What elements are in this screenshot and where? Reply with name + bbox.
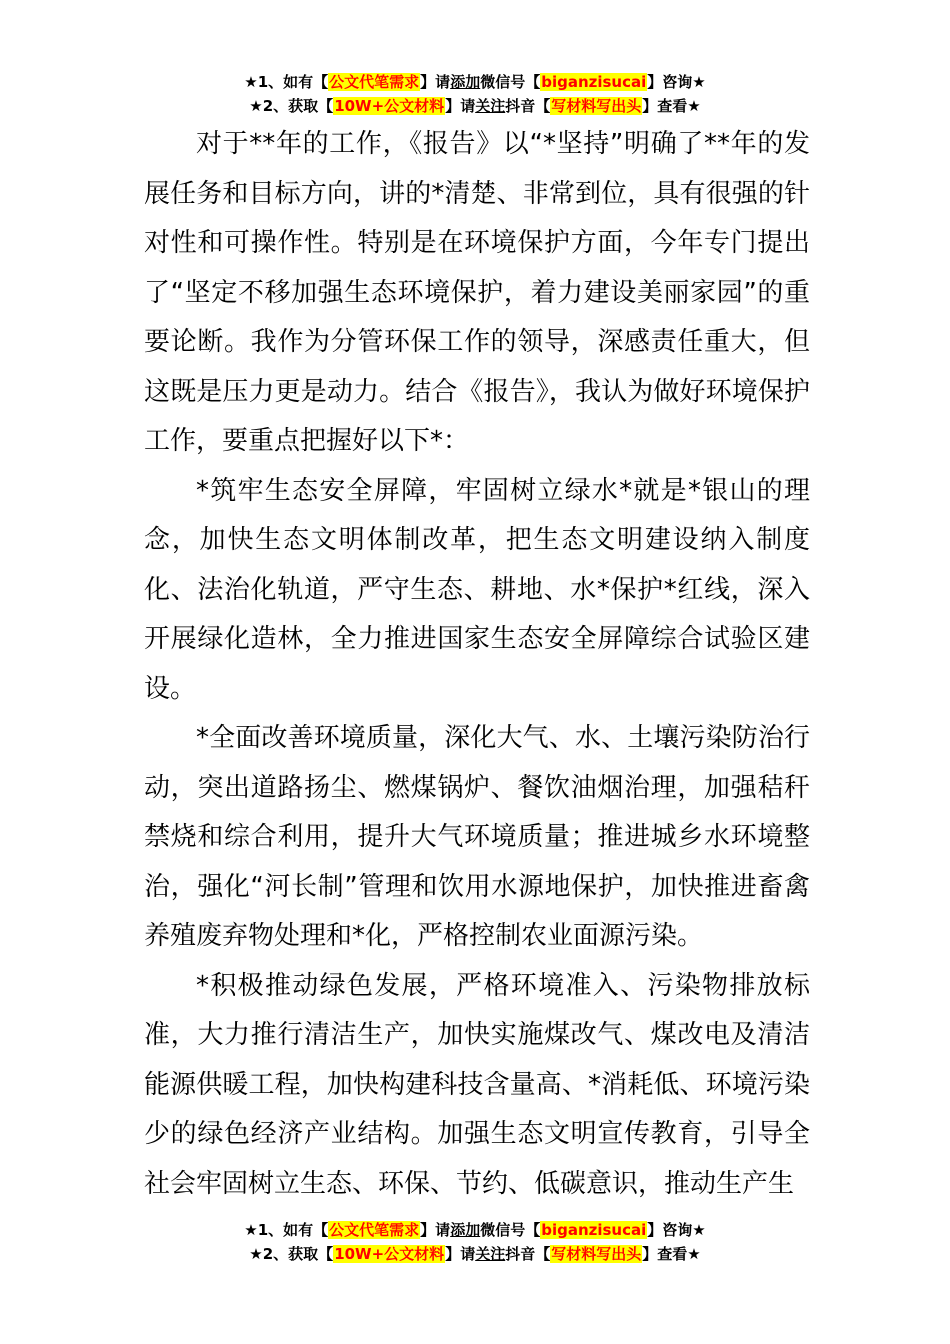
banner-text: 】请 xyxy=(420,1221,451,1239)
banner-highlight-douyin: 写材料写出头 xyxy=(551,97,642,115)
banner-text: 抖音【 xyxy=(505,97,551,115)
document-body xyxy=(144,120,810,1209)
banner-highlight: 10W+公文材料 xyxy=(334,97,445,115)
banner-text: 】请 xyxy=(445,1245,476,1263)
banner-text: ★1、如有【 xyxy=(244,1221,329,1239)
banner-highlight: 公文代笔需求 xyxy=(329,1221,420,1239)
banner-line-2 xyxy=(0,94,950,118)
banner-text: 】请 xyxy=(420,73,451,91)
banner-text: 】请 xyxy=(445,97,476,115)
banner-text: 关注 xyxy=(475,1245,506,1263)
banner-line-1 xyxy=(0,70,950,94)
banner-text: 微信号【 xyxy=(480,73,541,91)
banner-text: 】查看★ xyxy=(642,1245,701,1263)
banner-text: 添加 xyxy=(450,1221,481,1239)
header-banner xyxy=(0,70,950,118)
paragraph: *全面改善环境质量，深化大气、水、土壤污染防治行动，突出道路扬尘、燃煤锅炉、餐饮油烟治理，加强秸秆禁烧和综合利用，提升大气环境质量；推进城乡水环境整治，强化“河长制”管理和饮用水源地保护，加快推进畜禽养殖废弃物处理和*化，严格控制农业面源污染。 xyxy=(144,723,810,951)
banner-text: 添加 xyxy=(450,73,481,91)
banner-highlight-douyin: 写材料写出头 xyxy=(551,1245,642,1263)
banner-text: 】咨询★ xyxy=(647,73,706,91)
banner-line-1 xyxy=(0,1218,950,1242)
banner-highlight-wechat: biganzisucai xyxy=(541,1221,647,1239)
banner-text: 抖音【 xyxy=(505,1245,551,1263)
banner-highlight-wechat: biganzisucai xyxy=(541,73,647,91)
banner-text: ★1、如有【 xyxy=(244,73,329,91)
banner-text: 微信号【 xyxy=(480,1221,541,1239)
paragraph: 对于**年的工作，《报告》以“*坚持”明确了**年的发展任务和目标方向，讲的*清楚、非常到位，具有很强的针对性和可操作性。特别是在环境保护方面，今年专门提出了“坚定不移加强生态环境保护，着力建设美丽家园”的重要论断。我作为分管环保工作的领导，深感责任重大，但这既是压力更是动力。结合《报告》，我认为做好环境保护工作，要重点把握好以下*： xyxy=(144,129,810,456)
banner-line-2 xyxy=(0,1242,950,1266)
banner-text: ★2、获取【 xyxy=(249,97,334,115)
footer-banner xyxy=(0,1218,950,1266)
banner-text: ★2、获取【 xyxy=(249,1245,334,1263)
banner-text: 】咨询★ xyxy=(647,1221,706,1239)
banner-text: 】查看★ xyxy=(642,97,701,115)
paragraph: *积极推动绿色发展，严格环境准入、污染物排放标准，大力推行清洁生产，加快实施煤改气、煤改电及清洁能源供暖工程，加快构建科技含量高、*消耗低、环境污染少的绿色经济产业结构。加强生态文明宣传教育，引导全社会牢固树立生态、环保、节约、低碳意识，推动生产生 xyxy=(144,970,810,1199)
paragraph: *筑牢生态安全屏障，牢固树立绿水*就是*银山的理念，加快生态文明体制改革，把生态文明建设纳入制度化、法治化轨道，严守生态、耕地、水*保护*红线，深入开展绿化造林，全力推进国家生态安全屏障综合试验区建设。 xyxy=(144,475,810,704)
banner-text: 关注 xyxy=(475,97,506,115)
banner-highlight: 公文代笔需求 xyxy=(329,73,420,91)
banner-highlight: 10W+公文材料 xyxy=(334,1245,445,1263)
